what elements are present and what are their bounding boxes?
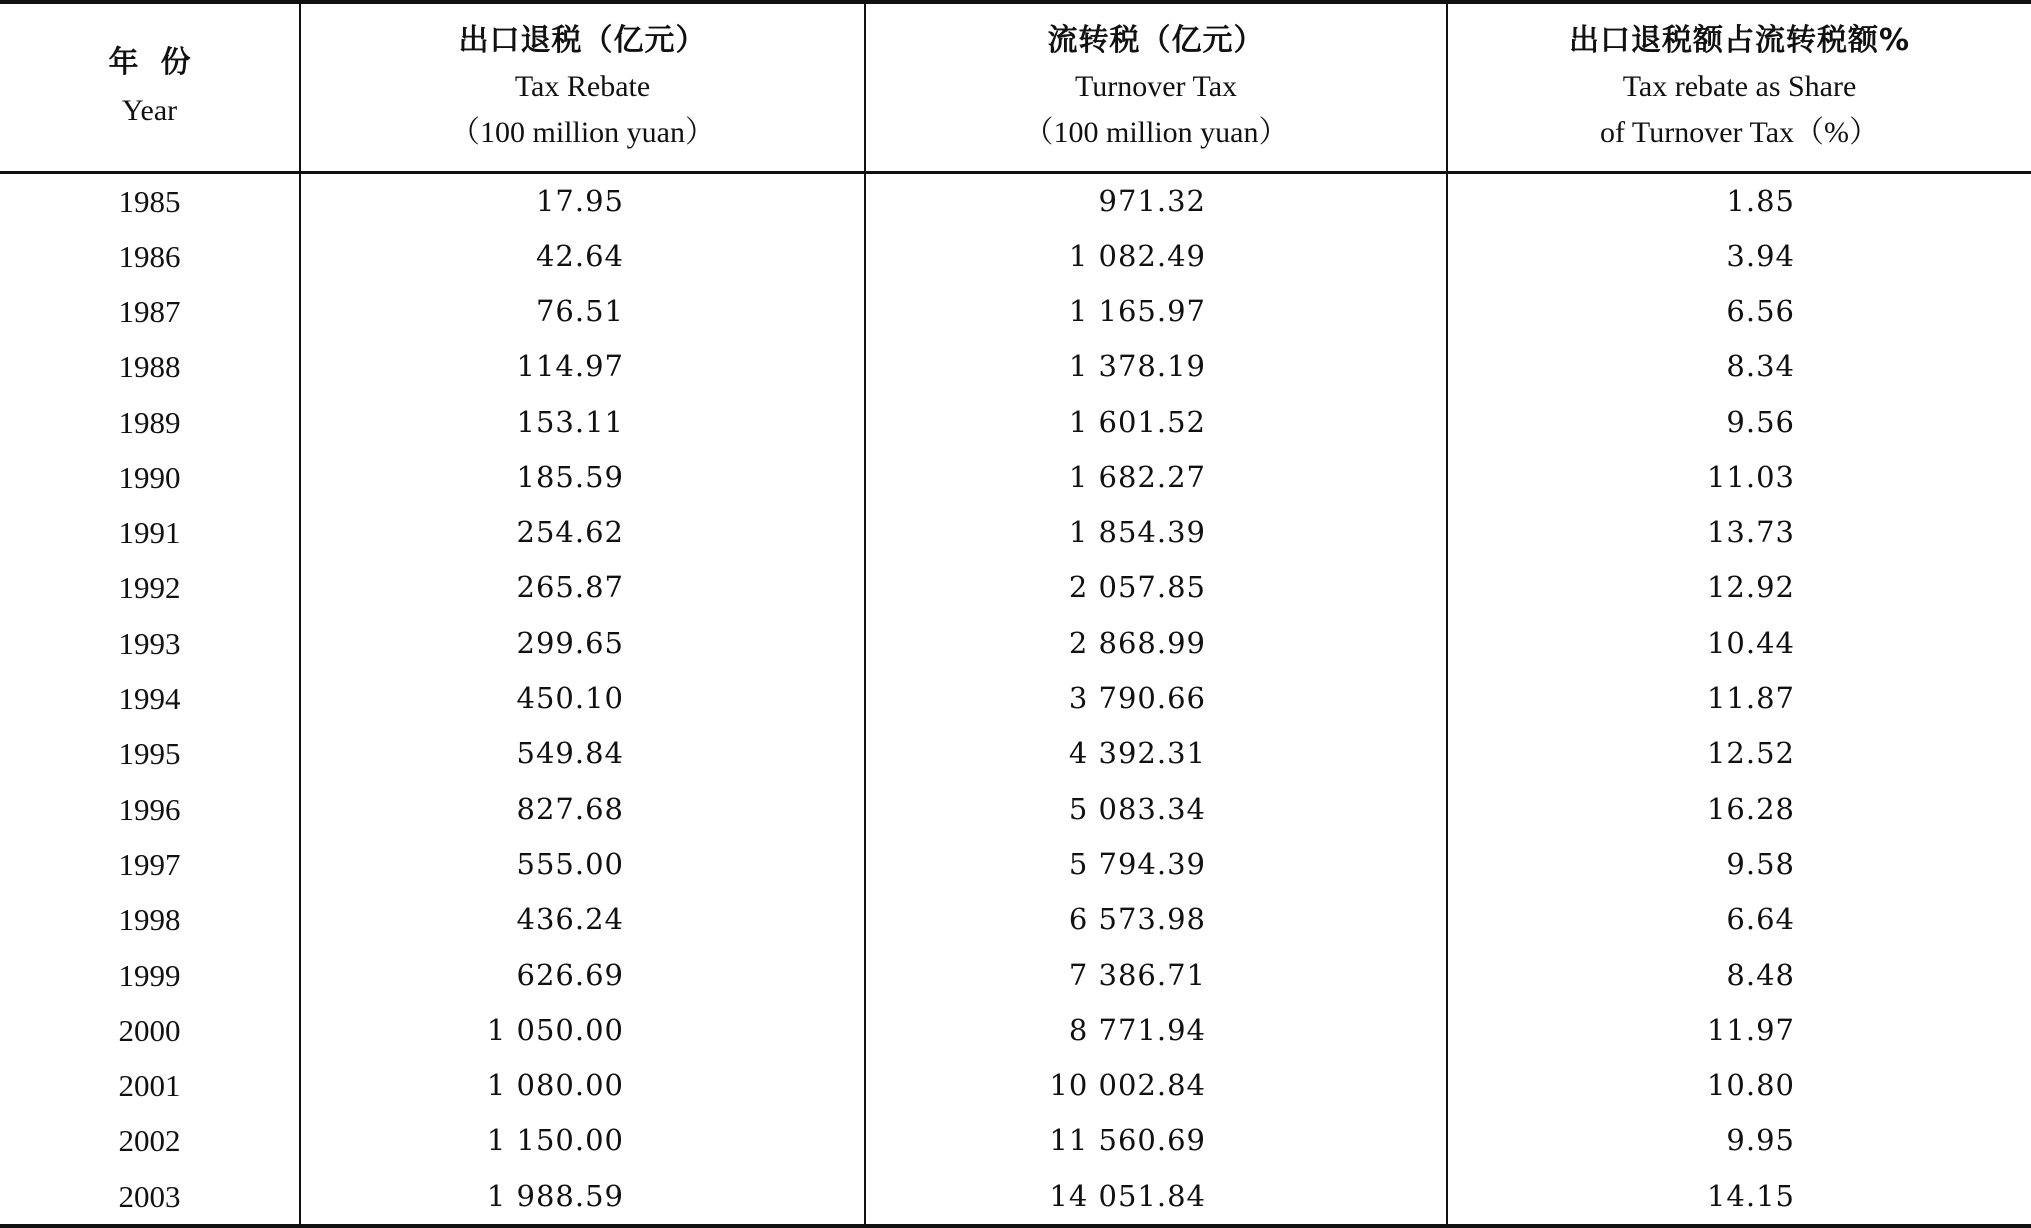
cell-rebate-share: 13.73	[1447, 505, 2031, 560]
cell-tax-rebate: 549.84	[300, 726, 865, 781]
cell-tax-rebate: 1 150.00	[300, 1113, 865, 1168]
cell-rebate-share: 8.34	[1447, 339, 2031, 394]
header-turnover-tax-unit: （100 million yuan）	[1023, 116, 1289, 150]
table-header	[0, 2, 2031, 172]
cell-tax-rebate: 450.10	[300, 671, 865, 726]
cell-tax-rebate: 1 080.00	[300, 1058, 865, 1113]
cell-rebate-share: 10.80	[1447, 1058, 2031, 1113]
table-row	[0, 172, 2031, 229]
cell-tax-rebate: 299.65	[300, 616, 865, 671]
cell-year: 1998	[118, 902, 181, 938]
cell-turnover-tax: 1 082.49	[865, 229, 1447, 284]
table-row	[0, 671, 2031, 726]
cell-turnover-tax: 14 051.84	[865, 1169, 1447, 1226]
cell-rebate-share: 9.95	[1447, 1113, 2031, 1168]
cell-rebate-share: 16.28	[1447, 781, 2031, 836]
cell-turnover-tax: 5 794.39	[865, 837, 1447, 892]
cell-turnover-tax: 1 165.97	[865, 284, 1447, 339]
cell-turnover-tax: 1 601.52	[865, 394, 1447, 449]
cell-tax-rebate: 827.68	[300, 781, 865, 836]
header-tax-rebate	[300, 2, 865, 172]
header-tax-rebate-unit: （100 million yuan）	[450, 116, 715, 150]
header-tax-rebate-en: Tax Rebate	[514, 70, 651, 104]
cell-rebate-share: 12.52	[1447, 726, 2031, 781]
cell-year: 1993	[118, 625, 181, 661]
cell-rebate-share: 8.48	[1447, 947, 2031, 1002]
cell-year: 1999	[118, 957, 181, 993]
cell-rebate-share: 11.87	[1447, 671, 2031, 726]
cell-rebate-share: 3.94	[1447, 229, 2031, 284]
cell-year: 1985	[118, 183, 181, 219]
cell-year: 1995	[118, 736, 181, 772]
cell-year: 2003	[0, 1169, 300, 1226]
header-tax-rebate-zh: 出口退税（亿元）	[458, 23, 707, 59]
cell-year: 1989	[118, 404, 181, 440]
header-rebate-share-zh: 出口退税额占流转税额%	[1568, 23, 1911, 59]
cell-turnover-tax: 1 682.27	[865, 450, 1447, 505]
cell-year: 1996	[118, 791, 181, 827]
table-row	[0, 892, 2031, 947]
table-row	[0, 450, 2031, 505]
cell-year: 1990	[118, 459, 181, 495]
cell-rebate-share: 12.92	[1447, 560, 2031, 615]
header-rebate-share-unit: of Turnover Tax（%）	[1599, 116, 1879, 150]
table-body	[0, 172, 2031, 1226]
table-row	[0, 616, 2031, 671]
cell-tax-rebate: 626.69	[300, 947, 865, 1002]
cell-year: 1988	[118, 349, 181, 385]
header-year-en: Year	[121, 94, 178, 128]
cell-rebate-share: 11.03	[1447, 450, 2031, 505]
cell-turnover-tax: 10 002.84	[865, 1058, 1447, 1113]
cell-year: 2002	[118, 1123, 181, 1159]
cell-turnover-tax: 8 771.94	[865, 1003, 1447, 1058]
cell-turnover-tax: 5 083.34	[865, 781, 1447, 836]
table-row	[0, 947, 2031, 1002]
table-row	[0, 284, 2031, 339]
cell-year: 2001	[118, 1068, 181, 1104]
cell-turnover-tax: 1 378.19	[865, 339, 1447, 394]
cell-rebate-share: 6.56	[1447, 284, 2031, 339]
cell-tax-rebate: 265.87	[300, 560, 865, 615]
table-row	[0, 229, 2031, 284]
cell-tax-rebate: 153.11	[300, 394, 865, 449]
table-row	[0, 1169, 2031, 1226]
table-row	[0, 1058, 2031, 1113]
cell-turnover-tax: 971.32	[865, 172, 1447, 229]
cell-tax-rebate: 1 050.00	[300, 1003, 865, 1058]
cell-turnover-tax: 7 386.71	[865, 947, 1447, 1002]
cell-tax-rebate: 76.51	[300, 284, 865, 339]
header-rebate-share-en: Tax rebate as Share	[1622, 70, 1857, 104]
cell-rebate-share: 6.64	[1447, 892, 2031, 947]
cell-tax-rebate: 555.00	[300, 837, 865, 892]
cell-tax-rebate: 185.59	[300, 450, 865, 505]
cell-tax-rebate: 17.95	[300, 172, 865, 229]
cell-turnover-tax: 11 560.69	[865, 1113, 1447, 1168]
cell-rebate-share: 9.58	[1447, 837, 2031, 892]
cell-tax-rebate: 436.24	[300, 892, 865, 947]
table-row	[0, 394, 2031, 449]
header-turnover-tax	[865, 2, 1447, 172]
cell-tax-rebate: 1 988.59	[300, 1169, 865, 1226]
header-row	[0, 2, 2031, 172]
cell-tax-rebate: 114.97	[300, 339, 865, 394]
header-year-zh: 年份	[108, 45, 213, 81]
table-row	[0, 505, 2031, 560]
cell-rebate-share: 10.44	[1447, 616, 2031, 671]
cell-rebate-share: 9.56	[1447, 394, 2031, 449]
table-row	[0, 726, 2031, 781]
cell-year: 1991	[118, 515, 181, 551]
cell-turnover-tax: 1 854.39	[865, 505, 1447, 560]
cell-year: 1992	[118, 570, 181, 606]
header-turnover-tax-en: Turnover Tax	[1074, 70, 1238, 104]
cell-year: 1986	[118, 238, 181, 274]
cell-turnover-tax: 2 868.99	[865, 616, 1447, 671]
cell-rebate-share: 1.85	[1447, 172, 2031, 229]
cell-turnover-tax: 3 790.66	[865, 671, 1447, 726]
cell-tax-rebate: 254.62	[300, 505, 865, 560]
header-rebate-share	[1447, 2, 2031, 172]
cell-turnover-tax: 2 057.85	[865, 560, 1447, 615]
table-row	[0, 1113, 2031, 1168]
cell-year: 1987	[118, 293, 181, 329]
cell-tax-rebate: 42.64	[300, 229, 865, 284]
table-row	[0, 837, 2031, 892]
cell-year: 1994	[118, 681, 181, 717]
table-row	[0, 781, 2031, 836]
cell-year: 2000	[118, 1012, 181, 1048]
cell-year: 1997	[118, 846, 181, 882]
table-row	[0, 560, 2031, 615]
cell-rebate-share: 14.15	[1447, 1169, 2031, 1226]
header-year	[0, 2, 300, 172]
cell-turnover-tax: 4 392.31	[865, 726, 1447, 781]
table-row	[0, 1003, 2031, 1058]
table-row	[0, 339, 2031, 394]
cell-rebate-share: 11.97	[1447, 1003, 2031, 1058]
header-turnover-tax-zh: 流转税（亿元）	[1047, 23, 1265, 59]
cell-turnover-tax: 6 573.98	[865, 892, 1447, 947]
